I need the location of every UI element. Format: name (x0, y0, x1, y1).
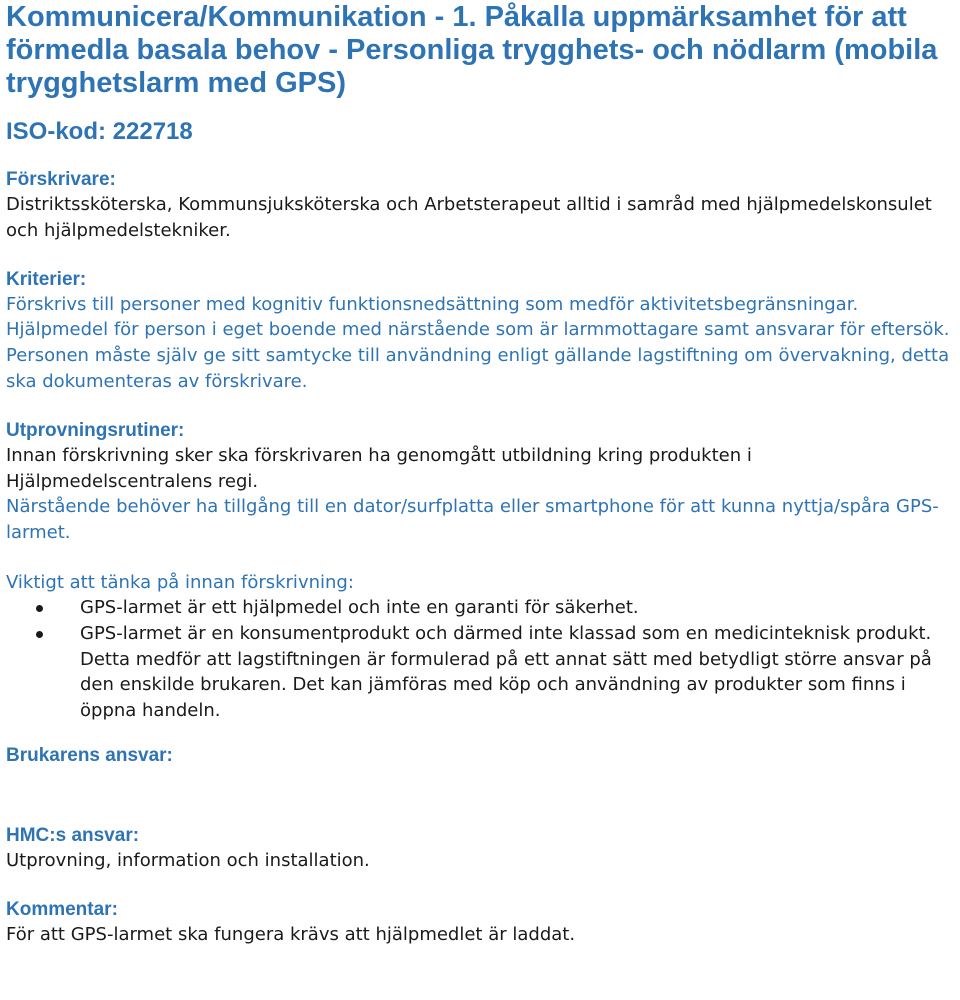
important-label: Viktigt att tänka på innan förskrivning: (6, 571, 354, 593)
hmc-responsibility-label: HMC:s ansvar: (6, 824, 140, 846)
trial-routines-para2: Närstående behöver ha tillgång till en dator/surfplatta eller smartphone för att kunna nyttja/spåra GPS-larmet. (6, 496, 939, 544)
iso-code: ISO-kod: 222718 (6, 118, 193, 145)
list-item (6, 621, 954, 724)
trial-routines-para1: Innan förskrivning sker ska förskrivaren ha genomgått utbildning kring produkten i Hjälpmedelscentralens regi. (6, 444, 752, 492)
comment-label: Kommentar: (6, 898, 118, 920)
criteria-text-part1: Förskrivs till personer med kognitiv funktionsnedsättning som medför aktivitetsbegränsningar. (6, 293, 859, 315)
user-responsibility-section (6, 744, 954, 768)
user-responsibility-label: Brukarens ansvar: (6, 744, 173, 766)
hmc-responsibility-section (6, 824, 954, 874)
list-item (6, 595, 954, 621)
important-bullet-list (6, 595, 954, 724)
criteria-text-part2: Hjälpmedel för person i eget boende med närstående som är larmmottagare samt ansvarar för eftersök. (6, 319, 950, 341)
comment-section (6, 898, 954, 948)
prescriber-label: Förskrivare: (6, 169, 116, 190)
trial-routines-label: Utprovningsrutiner: (6, 419, 185, 441)
criteria-text-part3: Personen måste själv ge sitt samtycke till användning enligt gällande lagstiftning om övervakning, detta ska dokumenteras av förskrivare. (6, 345, 950, 392)
criteria-section (6, 268, 954, 395)
bullet-icon (36, 631, 43, 638)
prescriber-section (6, 168, 954, 244)
comment-text: För att GPS-larmet ska fungera krävs att hjälpmedlet är laddat. (6, 923, 576, 945)
important-section (6, 570, 954, 724)
document-title: Kommunicera/Kommunikation - 1. Påkalla uppmärksamhet för att förmedla basala behov - Personliga trygghets- och nödlarm (mobila trygghetslarm med GPS) (6, 1, 938, 99)
list-item-text: GPS-larmet är en konsumentprodukt och därmed inte klassad som en medicinteknisk produkt. Detta medför att lagstiftningen är formulerad på ett annat sätt med betydligt större ansvar på den enskilde brukaren. Det kan jämföras med köp och användning av produkter som finns i öppna handeln. (80, 622, 932, 722)
document-page (6, 0, 954, 948)
hmc-responsibility-text: Utprovning, information och installation. (6, 849, 370, 871)
prescriber-text: Distriktssköterska, Kommunsjuksköterska och Arbetsterapeut alltid i samråd med hjälpmedelskonsulet och hjälpmedelstekniker. (6, 194, 932, 241)
criteria-text (6, 292, 954, 395)
criteria-label: Kriterier: (6, 268, 87, 290)
bullet-icon (36, 605, 43, 612)
trial-routines-section (6, 419, 954, 546)
list-item-text: GPS-larmet är ett hjälpmedel och inte en garanti för säkerhet. (80, 596, 639, 618)
